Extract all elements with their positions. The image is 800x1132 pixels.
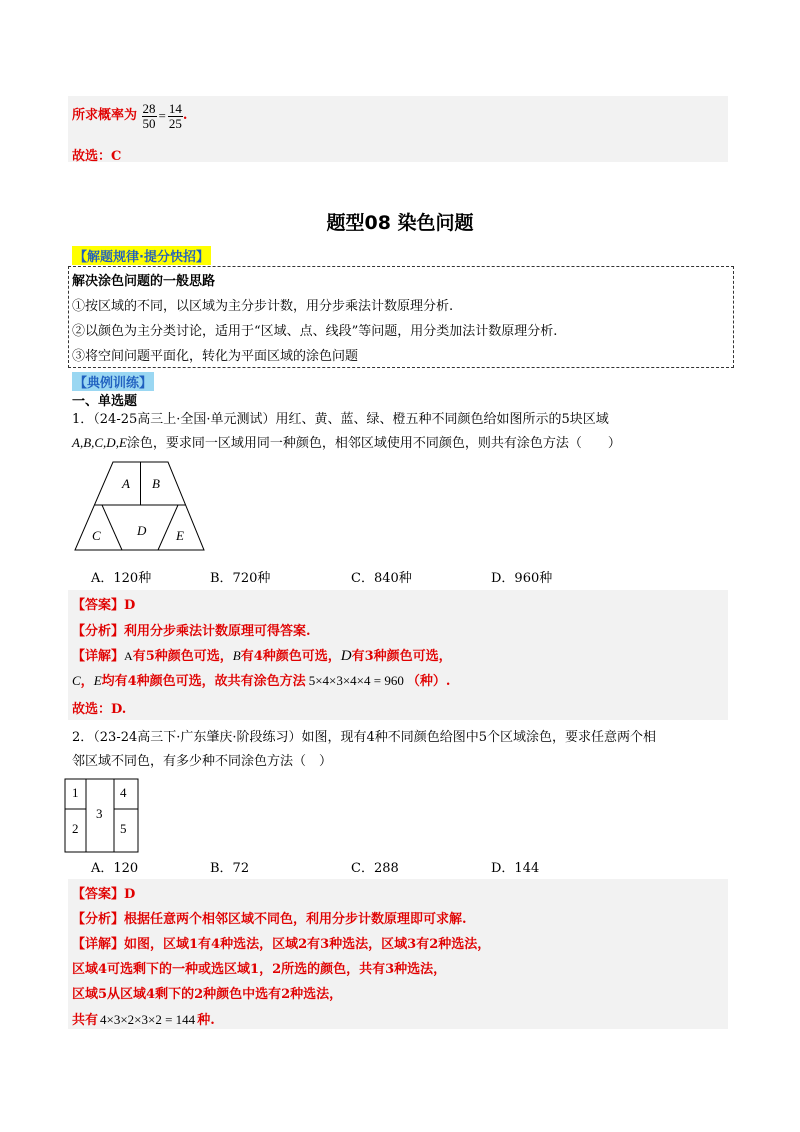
q1-stem-line1: 1．（24-25高三上·全国·单元测试）用红、黄、蓝、绿、橙五种不同颜色给如图所示的5块区域 [72,412,609,427]
detail-text: 种. [197,1013,215,1028]
detail-text: 共有 [72,1013,99,1028]
q1-choice: 故选：D. [72,702,127,717]
cell-label-5: 5 [120,821,127,836]
q2-grid-figure [64,778,140,854]
formula: 4×3×2×3×2 = 144 [100,1012,196,1027]
q1-detail-line2 [72,670,450,689]
q2-answer: 【答案】D [72,887,136,902]
formula: 5×4×3×4×4 = 960 [308,673,404,688]
prob-prefix: 所求概率为 [72,108,138,123]
q2-detail-line4 [72,1009,215,1028]
cell-label-4: 4 [120,785,127,800]
detail-tag: 【详解】 [72,649,125,664]
var-e: E [93,673,102,688]
comma: ， [80,674,94,689]
q1-stem-line2 [72,432,621,451]
q2-detail-line2: 区域4可选剩下的一种或选区域1，2所选的颜色，共有3种选法， [72,962,447,977]
detail-text: （种）. [406,674,451,689]
var-a: A [124,649,133,663]
tips-tag: 【解题规律·提分快招】 [72,246,211,265]
detail-text: 有4种颜色可选， [240,649,341,664]
period: . [182,108,188,123]
examples-tag: 【典例训练】 [72,372,154,391]
single-choice-heading: 一、单选题 [72,394,138,409]
var-c: C [72,673,81,688]
var-b: B [232,648,241,663]
cell-label-1: 1 [72,785,79,800]
q2-option-a[interactable]: A．120 [91,861,139,876]
region-label-a: A [122,476,130,491]
equals-sign: = [158,108,166,123]
frac-numerator: 28 [142,100,156,116]
method-item-1: ①按区域的不同，以区域为主分步计数，用分步乘法计数原理分析. [72,299,454,314]
detail-text: 有5种颜色可选， [132,649,233,664]
q2-option-b[interactable]: B．72 [210,861,250,876]
method-item-2: ②以颜色为主分类讨论，适用于“区域、点、线段”等问题，用分类加法计数原理分析. [72,324,558,339]
region-label-e: E [176,528,184,543]
q1-stem-vars: A,B,C,D,E [72,435,127,450]
method-item-3: ③将空间问题平面化，转化为平面区域的涂色问题 [72,349,359,364]
frac-denominator: 25 [168,115,182,131]
q2-detail-line3: 区域5从区域4剩下的2种颜色中选有2种选法， [72,987,343,1002]
frac-numerator: 14 [168,100,182,116]
q1-detail-line1 [72,645,452,665]
q2-option-c[interactable]: C．288 [351,861,399,876]
prev-choice: 故选：C [72,149,122,164]
cell-label-3: 3 [96,806,103,821]
q1-answer: 【答案】D [72,598,136,613]
section-title: 题型08 染色问题 [326,212,474,234]
q1-option-c[interactable]: C．840种 [351,571,412,586]
fraction-14-25 [168,102,183,131]
q2-detail-line1: 【详解】如图，区域1有4种选法，区域2有3种选法，区域3有2种选法， [72,937,491,952]
q1-analysis: 【分析】利用分步乘法计数原理可得答案. [72,624,311,639]
q1-option-b[interactable]: B．720种 [210,571,271,586]
var-d: D [340,648,352,664]
q2-stem-line1: 2．（23-24高三下·广东肇庆·阶段练习）如图，现有4种不同颜色给图中5个区域涂色，要求任意两个相 [72,730,657,745]
region-label-d: D [137,523,147,538]
detail-text: 有3种颜色可选， [351,649,452,664]
q2-stem-line2: 邻区域不同色，有多少种不同涂色方法（ ） [72,754,333,769]
method-title: 解决涂色问题的一般思路 [72,274,216,289]
fraction-28-50 [142,102,157,131]
q1-stem-text: 涂色，要求同一区域用同一种颜色，相邻区域使用不同颜色，则共有涂色方法（ ） [126,436,621,451]
q2-solution-block [68,879,728,1029]
region-label-c: C [92,528,101,543]
q1-option-a[interactable]: A．120种 [91,571,152,586]
cell-label-2: 2 [72,821,79,836]
q1-option-d[interactable]: D．960种 [491,571,553,586]
q1-trapezoid-figure [72,460,208,554]
frac-denominator: 50 [142,115,156,131]
q2-option-d[interactable]: D．144 [491,861,540,876]
q2-analysis: 【分析】根据任意两个相邻区域不同色，利用分步计数原理即可求解. [72,912,467,927]
region-label-b: B [152,476,160,491]
prev-probability-line [72,100,187,132]
detail-text: 均有4种颜色可选，故共有涂色方法 [101,674,306,689]
